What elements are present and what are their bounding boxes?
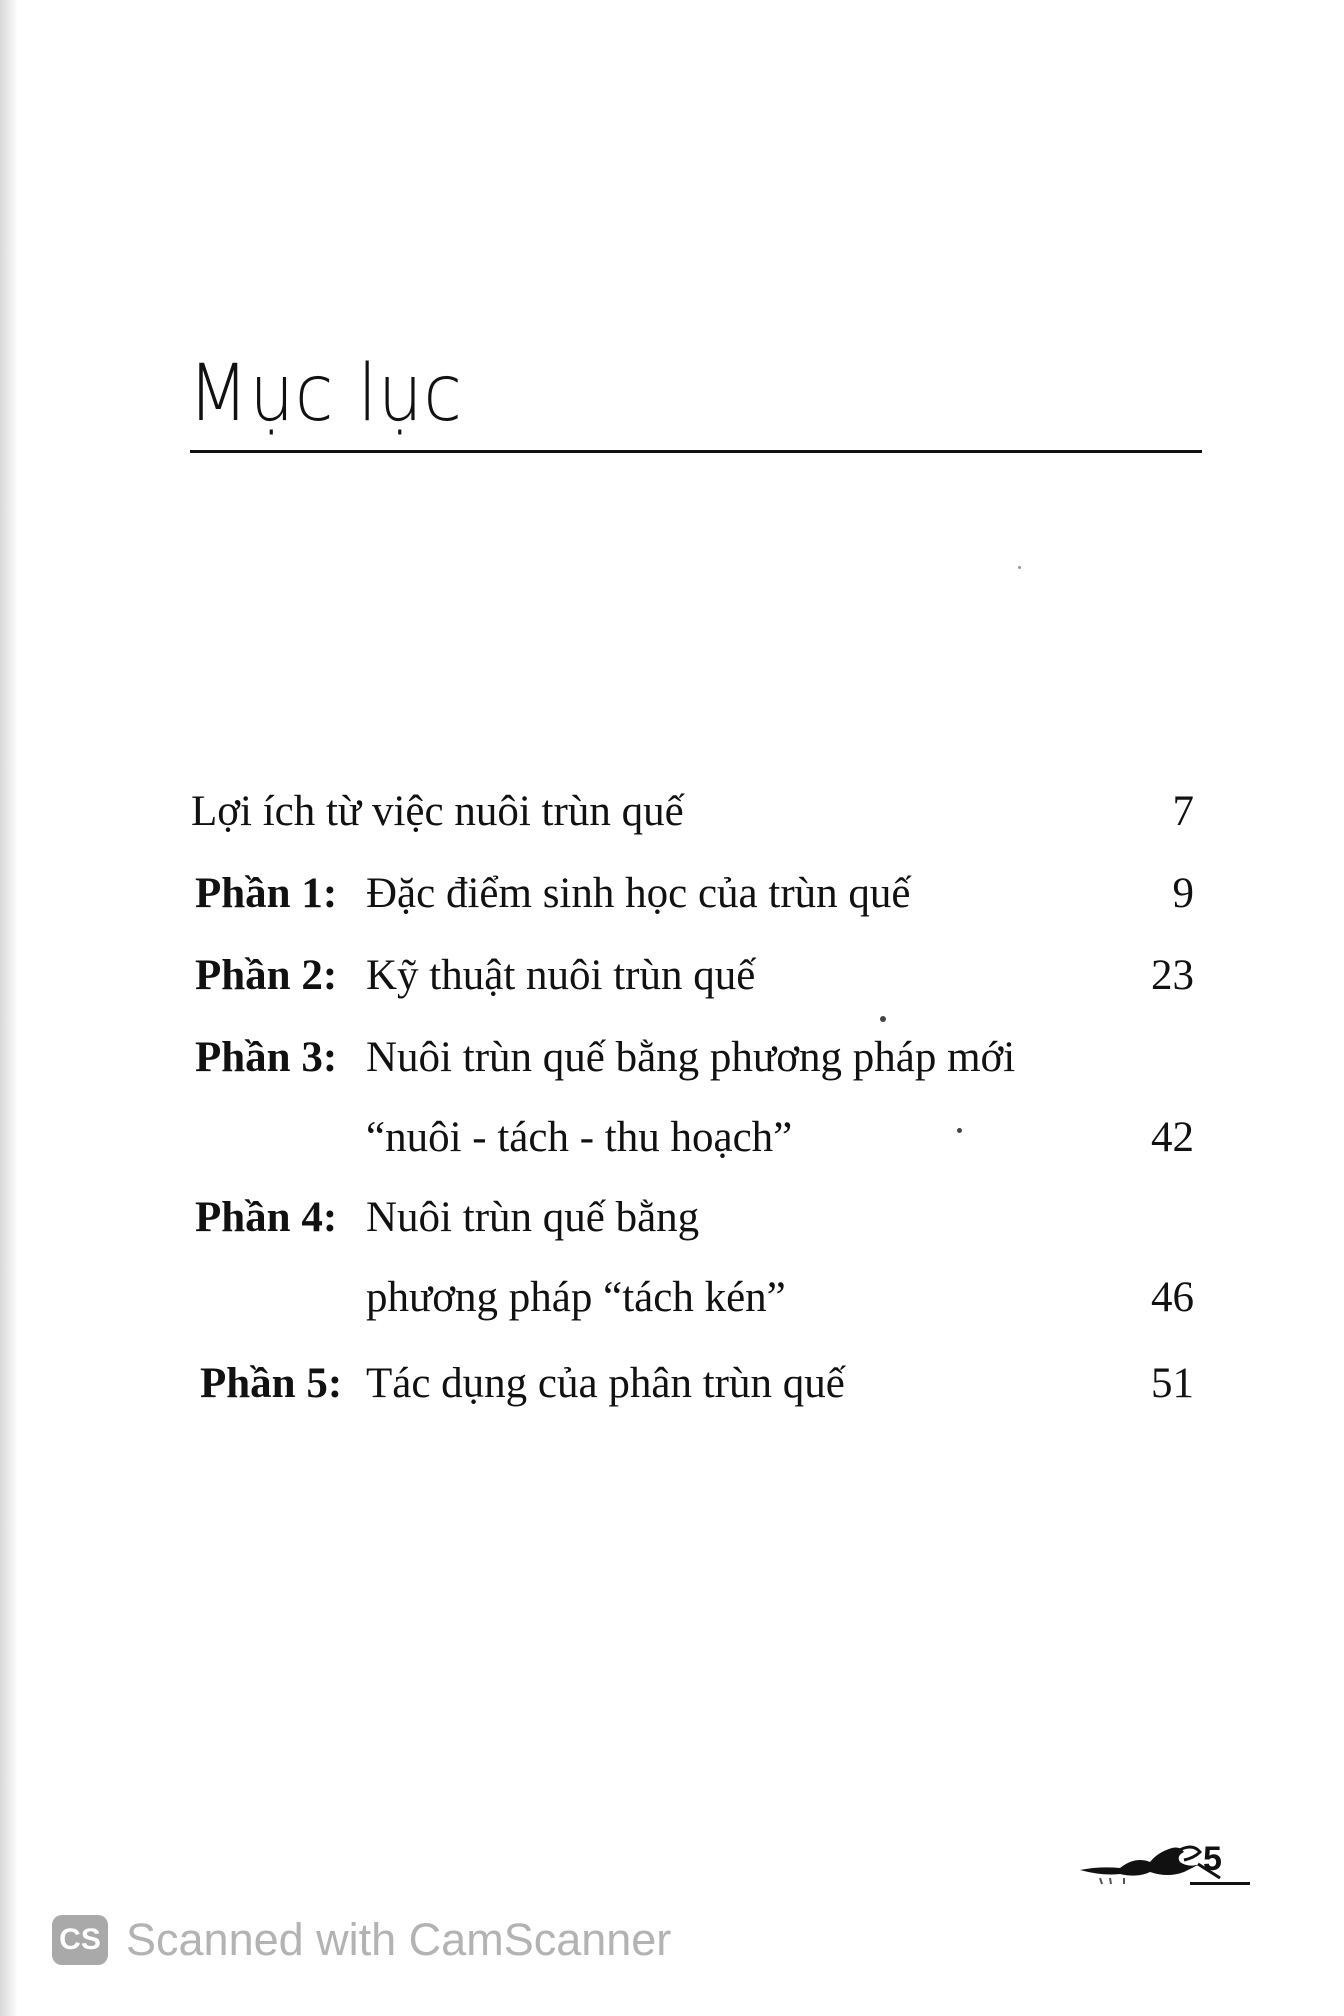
entry-title: Đặc điểm sinh học của trùn quế <box>366 870 911 917</box>
part-label: Phần 1: <box>195 870 338 917</box>
entry-title: Tác dụng của phân trùn quế <box>366 1360 845 1407</box>
part-label: Phần 5: <box>200 1360 343 1407</box>
entry-page-number: 42 <box>1151 1114 1194 1161</box>
camscanner-logo-icon: CS <box>52 1915 108 1965</box>
part-label: Phần 3: <box>195 1034 338 1081</box>
entry-title: Kỹ thuật nuôi trùn quế <box>366 952 756 999</box>
toc-heading: Mục lục <box>188 349 463 439</box>
entry-title: Lợi ích từ việc nuôi trùn quế <box>191 788 684 835</box>
part-label: Phần 4: <box>195 1194 338 1241</box>
scan-edge-shadow <box>0 0 18 2016</box>
entry-page-number: 51 <box>1151 1360 1194 1407</box>
page-number: 5 <box>1203 1840 1222 1878</box>
camscanner-watermark <box>52 1910 671 1970</box>
entry-page-number: 23 <box>1151 952 1194 999</box>
watermark-text: Scanned with CamScanner <box>126 1914 672 1965</box>
scan-speck <box>880 1016 886 1022</box>
entry-title: Nuôi trùn quế bằng <box>366 1194 700 1241</box>
entry-page-number: 46 <box>1151 1274 1194 1321</box>
page-number-underline <box>1190 1882 1250 1885</box>
entry-page-number: 9 <box>1172 870 1194 917</box>
part-label: Phần 2: <box>195 952 338 999</box>
entry-title-continued: “nuôi - tách - thu hoạch” <box>366 1114 793 1161</box>
heading-rule <box>190 450 1202 453</box>
entry-title: Nuôi trùn quế bằng phương pháp mới <box>366 1034 1016 1081</box>
scan-speck <box>957 1128 962 1133</box>
entry-page-number: 7 <box>1172 788 1194 835</box>
scan-speck <box>1018 566 1021 569</box>
entry-title-continued: phương pháp “tách kén” <box>366 1274 786 1321</box>
